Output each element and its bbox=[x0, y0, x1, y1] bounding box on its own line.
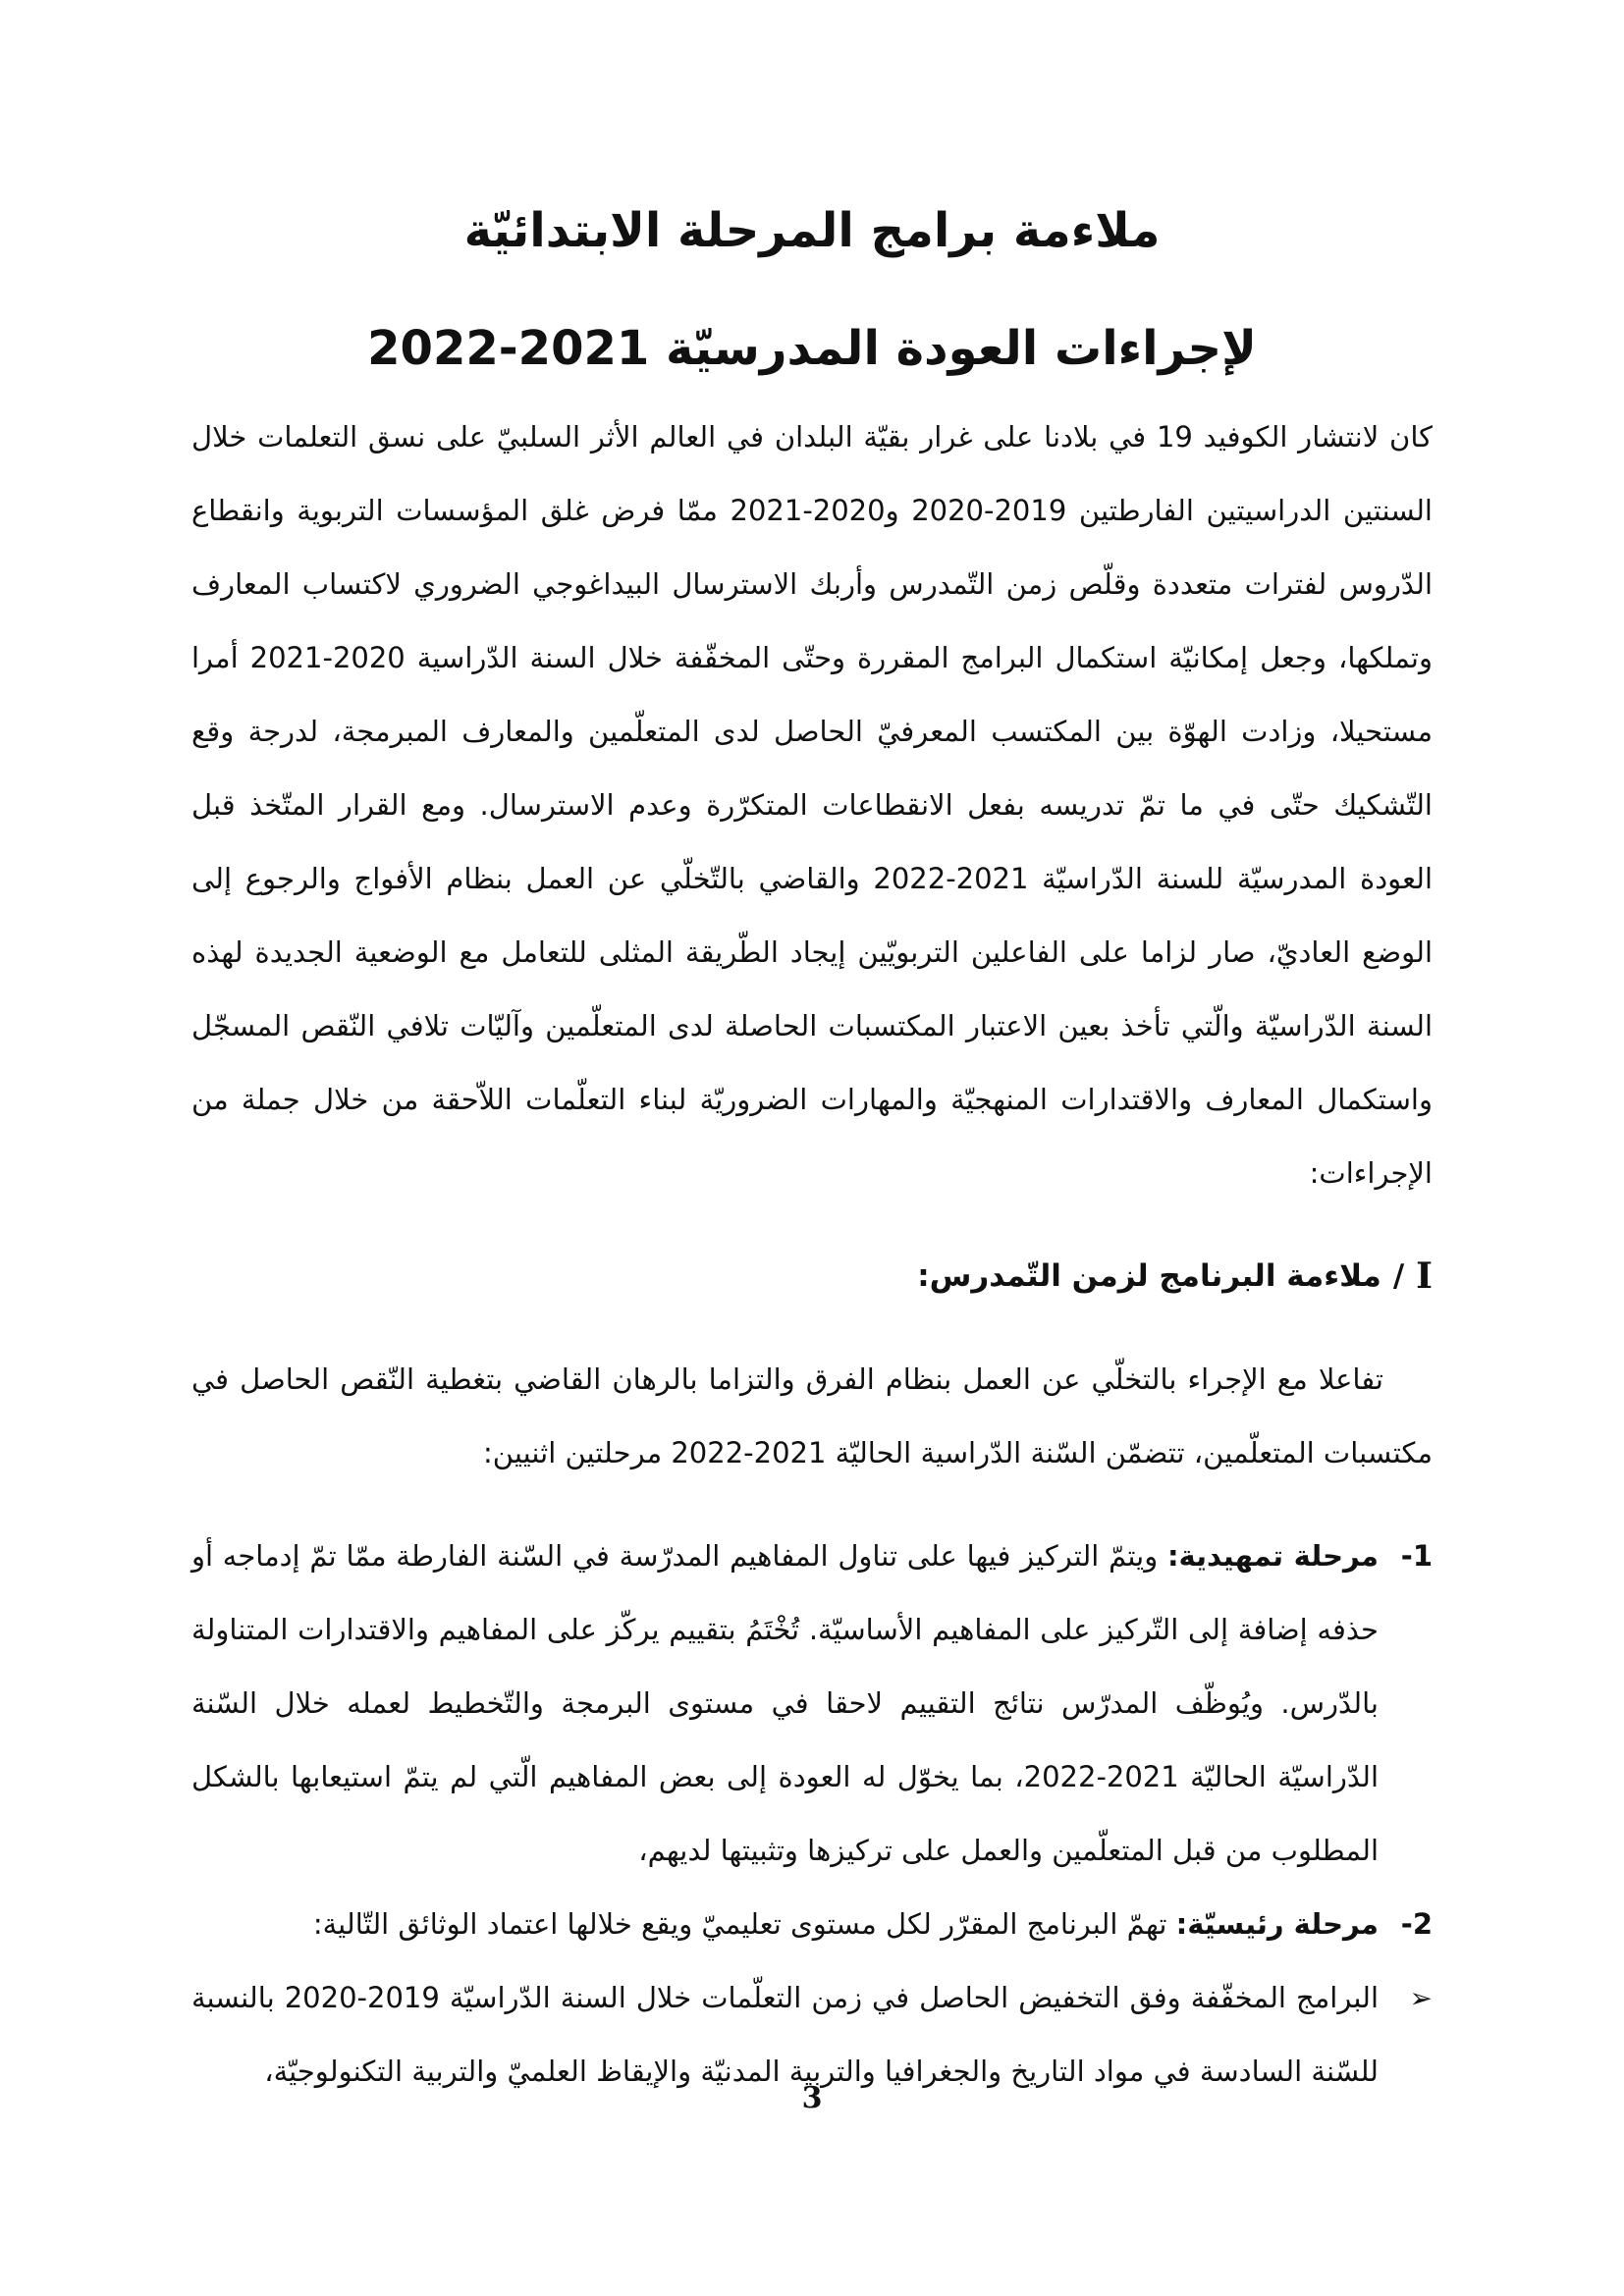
arrow-bullet-icon: ➢ bbox=[1409, 1982, 1433, 2014]
phases-list bbox=[191, 1520, 1433, 1961]
list-item-lead: مرحلة تمهيدية: bbox=[1166, 1539, 1380, 1573]
page-number: 3 bbox=[801, 2081, 823, 2115]
list-item-text: ويتمّ التركيز فيها على تناول المفاهيم المدرّسة في السّنة الفارطة ممّا تمّ إدماجه أو حذفه إضافة إلى التّركيز على المفاهيم الأساسيّة. تُخْتَمُ بتقييم يركّز على المفاهيم والاقتدارات المتناولة بالدّرس. ويُوظّف المدرّس نتائج التقييم لاحقا في مستوى البرمجة والتّخطيط لعمله خلال السّنة الدّراسيّة الحاليّة 2021-2022، بما يخوّل له العودة إلى بعض المفاهيم الّتي لم يتمّ استيعابها بالشكل المطلوب من قبل المتعلّمين والعمل على تركيزها وتثبيتها لديهم، bbox=[191, 1539, 1380, 1867]
list-item-lead: مرحلة رئيسيّة: bbox=[1175, 1907, 1379, 1941]
bullet-text: البرامج المخفّفة وفق التخفيض الحاصل في زمن التعلّمات خلال السنة الدّراسيّة 2019-2020 بالنسبة للسّنة السادسة في مواد التاريخ والجغرافيا والتربية المدنيّة والإيقاظ العلميّ والتربية التكنولوجيّة، bbox=[191, 1981, 1379, 2088]
list-item bbox=[191, 1520, 1433, 1888]
list-item-text: تهمّ البرنامج المقرّر لكل مستوى تعليميّ ويقع خلالها اعتماد الوثائق التّالية: bbox=[312, 1907, 1176, 1941]
list-marker: -2 bbox=[1400, 1907, 1433, 1941]
intro-paragraph: كان لانتشار الكوفيد 19 في بلادنا على غرار بقيّة البلدان في العالم الأثر السلبيّ على نسق التعلمات خلال السنتين الدراسيتين الفارطتين 2019-2020 و2020-2021 ممّا فرض غلق المؤسسات التربوية وانقطاع الدّروس لفترات متعددة وقلّص زمن التّمدرس وأربك الاسترسال البيداغوجي الضروري لاكتساب المعارف وتملكها، وجعل إمكانيّة استكمال البرامج المقررة وحتّى المخفّفة خلال السنة الدّراسية 2020-2021 أمرا مستحيلا، وزادت الهوّة بين المكتسب المعرفيّ الحاصل لدى المتعلّمين والمعارف المبرمجة، لدرجة وقع التّشكيك حتّى في ما تمّ تدريسه بفعل الانقطاعات المتكرّرة وعدم الاسترسال. ومع القرار المتّخذ قبل العودة المدرسيّة للسنة الدّراسيّة 2021-2022 والقاضي بالتّخلّي عن العمل بنظام الأفواج والرجوع إلى الوضع العاديّ، صار لزاما على الفاعلين التربويّين إيجاد الطّريقة المثلى للتعامل مع الوضعية الجديدة لهذه السنة الدّراسيّة والّتي تأخذ بعين الاعتبار المكتسبات الحاصلة لدى المتعلّمين وآليّات تلافي النّقص المسجّل واستكمال المعارف والاقتدارات المنهجيّة والمهارات الضروريّة لبناء التعلّمات اللاّحقة من خلال جملة من الإجراءات: bbox=[191, 420, 1434, 1190]
section-intro-paragraph: تفاعلا مع الإجراء بالتخلّي عن العمل بنظام الفرق والتزاما بالرهان القاضي بتغطية النّقص الحاصل في مكتسبات المتعلّمين، تتضمّن السّنة الدّراسية الحاليّة 2021-2022 مرحلتين اثنيين: bbox=[191, 1362, 1433, 1469]
list-marker: -1 bbox=[1400, 1539, 1433, 1573]
page-subtitle: لإجراءات العودة المدرسيّة 2021-2022 bbox=[367, 321, 1257, 376]
section-heading bbox=[191, 1240, 1433, 1313]
section-title: ملاءمة البرنامج لزمن التّمدرس: bbox=[917, 1258, 1381, 1294]
list-item bbox=[191, 1888, 1433, 1961]
page-title: ملاءمة برامج المرحلة الابتدائيّة bbox=[463, 203, 1161, 258]
section-separator: / bbox=[1392, 1258, 1405, 1294]
section-number: I bbox=[1416, 1255, 1433, 1297]
